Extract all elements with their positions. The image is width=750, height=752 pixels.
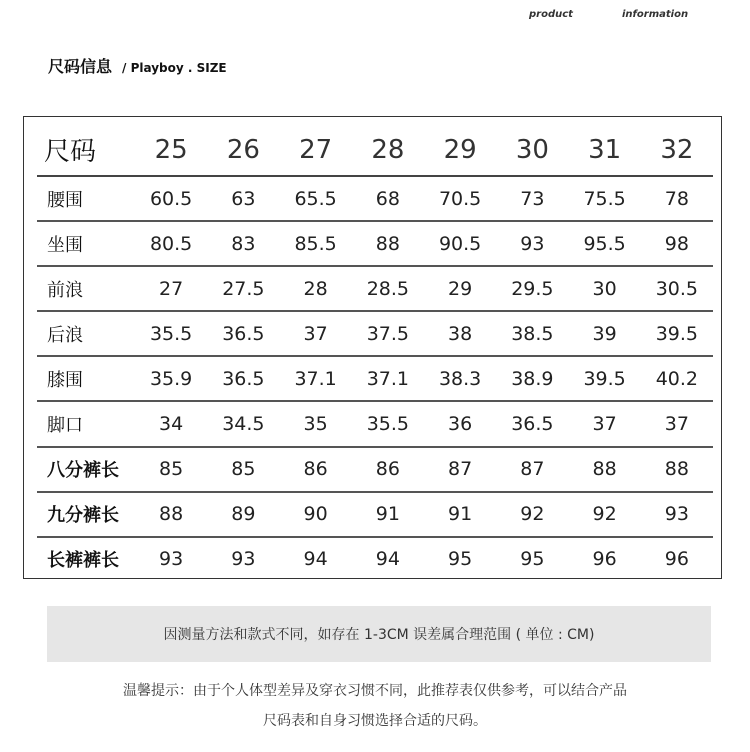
size-header-cell: 26: [207, 124, 279, 176]
size-header-cell: 32: [641, 124, 713, 176]
row-label: 九分裤长: [37, 492, 135, 537]
table-cell: 30.5: [641, 266, 713, 311]
table-cell: 91: [352, 492, 424, 537]
table-cell: 35.5: [352, 401, 424, 446]
table-cell: 37: [569, 401, 641, 446]
size-header-cell: 27: [280, 124, 352, 176]
table-cell: 38.3: [424, 356, 496, 401]
table-cell: 28.5: [352, 266, 424, 311]
table-cell: 35.9: [135, 356, 207, 401]
table-cell: 38: [424, 311, 496, 356]
table-cell: 73: [496, 176, 568, 221]
information-label: information: [622, 9, 689, 20]
table-row: [37, 221, 713, 266]
product-label: product: [529, 9, 573, 20]
table-cell: 78: [641, 176, 713, 221]
table-cell: 96: [592, 548, 617, 571]
table-cell: 39: [569, 311, 641, 356]
table-cell: 39.5: [641, 311, 713, 356]
size-table-container: [23, 116, 722, 579]
table-cell: 37: [641, 401, 713, 446]
row-label: 八分裤长: [37, 447, 135, 492]
table-cell: 90.5: [424, 221, 496, 266]
size-header-cell: 29: [424, 124, 496, 176]
table-row: [37, 311, 713, 356]
tips-line-2: 尺码表和自身习惯选择合适的尺码。: [263, 713, 487, 729]
table-cell: 80.5: [135, 221, 207, 266]
table-cell: 30: [569, 266, 641, 311]
row-label: 前浪: [37, 266, 135, 311]
table-cell: 87: [496, 447, 568, 492]
row-label: 后浪: [37, 311, 135, 356]
table-cell: 92: [496, 492, 568, 537]
table-cell: 85: [207, 447, 279, 492]
row-label: 长裤裤长: [47, 550, 119, 572]
subtitle-text: / Playboy . SIZE: [122, 61, 227, 75]
tips-block: [0, 676, 750, 736]
table-cell: 27: [135, 266, 207, 311]
table-cell: 93: [496, 221, 568, 266]
table-cell: 88: [641, 447, 713, 492]
table-cell: 92: [569, 492, 641, 537]
size-header-cell: 30: [496, 124, 568, 176]
table-row: [37, 356, 713, 401]
table-cell: 68: [352, 176, 424, 221]
table-cell: 65.5: [280, 176, 352, 221]
row-label: 腰围: [37, 176, 135, 221]
measurement-note-text: 因测量方法和款式不同，如存在 1-3CM 误差属合理范围 ( 单位 : CM): [163, 627, 595, 643]
tips-line-1: 温馨提示：由于个人体型差异及穿衣习惯不同，此推荐表仅供参考，可以结合产品: [123, 683, 627, 699]
row-label: 膝围: [37, 356, 135, 401]
table-cell: 36.5: [496, 401, 568, 446]
row-label: 坐围: [37, 221, 135, 266]
table-row: [37, 492, 713, 537]
table-cell: 37.1: [352, 356, 424, 401]
table-cell: 85.5: [280, 221, 352, 266]
table-cell: 94: [303, 548, 328, 571]
title-text: 尺码信息: [48, 57, 113, 76]
measurement-note: [47, 606, 711, 662]
size-header-cell: 25: [135, 124, 207, 176]
table-cell: 28: [280, 266, 352, 311]
table-cell: 36.5: [207, 311, 279, 356]
table-cell: 70.5: [424, 176, 496, 221]
table-cell: 29.5: [496, 266, 568, 311]
table-cell: 39.5: [569, 356, 641, 401]
table-cell: 36: [424, 401, 496, 446]
table-row: [37, 176, 713, 221]
table-cell: 86: [352, 447, 424, 492]
table-cell: 89: [207, 492, 279, 537]
table-cell: 75.5: [569, 176, 641, 221]
table-cell: 37.5: [352, 311, 424, 356]
table-cell: 96: [664, 548, 689, 571]
table-cell: 98: [641, 221, 713, 266]
table-cell: 93: [159, 548, 184, 571]
table-cell: 88: [352, 221, 424, 266]
table-cell: 36.5: [207, 356, 279, 401]
row-label: 脚口: [37, 401, 135, 446]
table-cell: 95: [520, 548, 545, 571]
table-cell: 27.5: [207, 266, 279, 311]
table-cell: 83: [207, 221, 279, 266]
table-cell: 95.5: [569, 221, 641, 266]
table-cell: 93: [231, 548, 256, 571]
page-title: [48, 54, 227, 77]
table-cell: 87: [424, 447, 496, 492]
table-cell: 90: [280, 492, 352, 537]
table-cell: 88: [569, 447, 641, 492]
table-row: [37, 537, 713, 581]
table-cell: 86: [280, 447, 352, 492]
table-cell: 37: [280, 311, 352, 356]
table-row: [37, 266, 713, 311]
table-row: [37, 401, 713, 446]
size-header-row: [37, 124, 713, 176]
size-header-cell: 31: [569, 124, 641, 176]
table-cell: 94: [375, 548, 400, 571]
table-cell: 63: [207, 176, 279, 221]
table-cell: 40.2: [641, 356, 713, 401]
table-cell: 91: [424, 492, 496, 537]
table-cell: 29: [424, 266, 496, 311]
size-header-label: 尺码: [37, 124, 135, 176]
table-cell: 37.1: [280, 356, 352, 401]
table-cell: 34.5: [207, 401, 279, 446]
table-cell: 60.5: [135, 176, 207, 221]
table-cell: 34: [135, 401, 207, 446]
table-cell: 35.5: [135, 311, 207, 356]
table-cell: 85: [135, 447, 207, 492]
size-header-cell: 28: [352, 124, 424, 176]
table-cell: 35: [280, 401, 352, 446]
table-row: [37, 447, 713, 492]
table-cell: 93: [641, 492, 713, 537]
size-table: [37, 124, 713, 581]
table-cell: 95: [448, 548, 473, 571]
table-cell: 38.5: [496, 311, 568, 356]
table-cell: 88: [135, 492, 207, 537]
table-cell: 38.9: [496, 356, 568, 401]
